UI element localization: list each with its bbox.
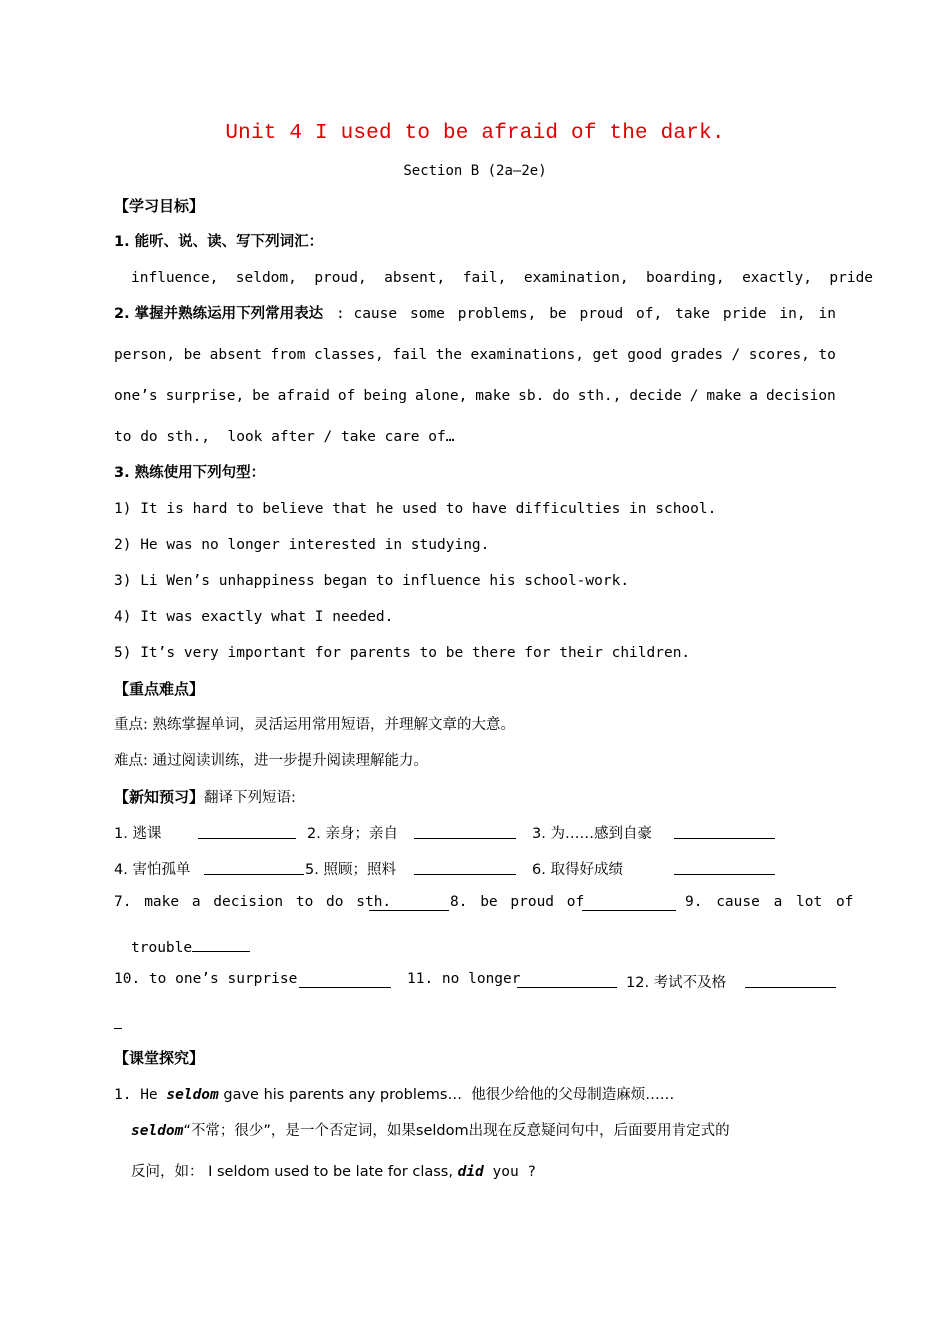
answer-blank[interactable] bbox=[414, 822, 516, 839]
expr-word: in, bbox=[779, 306, 806, 322]
expr-word: examinations, bbox=[470, 347, 584, 363]
expr-word: afraid bbox=[277, 388, 330, 404]
phrase-label: 9. cause a lot of bbox=[685, 894, 854, 910]
expr-word: make bbox=[706, 388, 742, 404]
phrase-label: 1. 逃课 bbox=[114, 826, 162, 842]
keypoints-heading: 【重点难点】 bbox=[114, 680, 205, 698]
expr-word: proud bbox=[579, 306, 624, 322]
phrase-label: 11. no longer bbox=[407, 971, 521, 987]
expr-word: take bbox=[675, 306, 711, 322]
answer-blank[interactable] bbox=[745, 971, 836, 988]
expr-word: to bbox=[818, 347, 836, 363]
expr-word: one’s bbox=[114, 388, 158, 404]
vocabulary-list: influence, seldom, proud, absent, fail, examination, boarding, exactly, pride bbox=[131, 270, 874, 286]
sentence-item: 5) It’s very important for parents to be there for their children. bbox=[114, 645, 691, 661]
phrase-label: 12. 考试不及格 bbox=[626, 975, 727, 991]
answer-blank[interactable] bbox=[582, 894, 676, 911]
objective-1-label: 1. 能听、说、读、写下列词汇： bbox=[114, 234, 324, 250]
objective-2-line-1 bbox=[114, 304, 836, 324]
answer-blank[interactable] bbox=[192, 935, 250, 952]
explore-example-suffix: you ? bbox=[483, 1164, 537, 1180]
objectives-heading: 【学习目标】 bbox=[114, 197, 205, 215]
expr-word: be bbox=[183, 347, 202, 363]
sentence-item: 4) It was exactly what I needed. bbox=[114, 609, 394, 625]
expr-word: do bbox=[552, 388, 570, 404]
phrase-label: 3. 为……感到自豪 bbox=[532, 826, 652, 842]
expr-word: being bbox=[363, 388, 407, 404]
preview-heading-line bbox=[114, 787, 296, 808]
keyword-seldom: seldom bbox=[166, 1087, 219, 1103]
expr-word: classes, bbox=[313, 347, 384, 363]
expr-word: some bbox=[409, 306, 445, 322]
preview-heading: 【新知预习】 bbox=[114, 788, 205, 806]
answer-blank-overflow[interactable] bbox=[114, 1028, 122, 1029]
expr-word: a bbox=[749, 388, 758, 404]
phrase-label: 6. 取得好成绩 bbox=[532, 862, 623, 878]
expr-word: of, bbox=[636, 306, 663, 322]
objective-2-line-4: to do sth., look after / take care of… bbox=[114, 429, 455, 445]
expr-word: alone, bbox=[414, 388, 468, 404]
answer-blank[interactable] bbox=[674, 858, 775, 875]
expr-word: scores, bbox=[748, 347, 810, 363]
expr-word: absent bbox=[209, 347, 262, 363]
difficult-point-text: 难点: 通过阅读训练，进一步提升阅读理解能力。 bbox=[114, 753, 428, 769]
explore-example-prefix: 反问，如： I seldom used to be late for class, bbox=[131, 1164, 458, 1180]
explore-item-1 bbox=[114, 1085, 674, 1105]
objective-2-line-3 bbox=[114, 386, 836, 406]
expr-word: / bbox=[731, 347, 741, 363]
page-title: Unit 4 I used to be afraid of the dark. bbox=[225, 122, 725, 145]
expr-word: be bbox=[252, 388, 270, 404]
expr-word: surprise, bbox=[165, 388, 245, 404]
phrase-label: 8. be proud of bbox=[450, 894, 585, 910]
phrase-label: 7. make a decision to do sth. bbox=[114, 894, 392, 910]
answer-blank[interactable] bbox=[517, 971, 617, 988]
expr-word: in bbox=[818, 306, 836, 322]
phrase-label: 10. to one’s surprise bbox=[114, 971, 298, 987]
explore-note-text: “不常；很少”，是一个否定词，如果seldom出现在反意疑问句中，后面要用肯定式的 bbox=[183, 1123, 730, 1139]
objective-2-line-2 bbox=[114, 345, 836, 365]
expr-word: sb. bbox=[518, 388, 545, 404]
phrase-label-continued: trouble bbox=[131, 940, 193, 956]
preview-instruction: 翻译下列短语: bbox=[204, 790, 296, 806]
answer-blank[interactable] bbox=[299, 971, 391, 988]
preview-row-4 bbox=[114, 971, 836, 993]
phrase-label: 5. 照顾；照料 bbox=[305, 862, 396, 878]
expr-word: fail bbox=[392, 347, 428, 363]
expr-word: good bbox=[627, 347, 663, 363]
expr-word: decide bbox=[629, 388, 682, 404]
explore-item-text: gave his parents any problems… 他很少给他的父母制造麻烦…… bbox=[218, 1087, 675, 1103]
answer-blank[interactable] bbox=[198, 822, 296, 839]
section-subtitle: Section B (2a—2e) bbox=[403, 163, 547, 179]
expr-word: make bbox=[475, 388, 511, 404]
preview-row-2 bbox=[114, 858, 836, 880]
preview-row-1 bbox=[114, 822, 836, 844]
expr-word: : cause bbox=[336, 306, 398, 322]
keyword-did: did bbox=[457, 1164, 484, 1180]
answer-blank[interactable] bbox=[674, 822, 775, 839]
expr-word: the bbox=[435, 347, 462, 363]
expr-word: pride bbox=[722, 306, 767, 322]
answer-blank[interactable] bbox=[204, 858, 304, 875]
expr-word: from bbox=[270, 347, 306, 363]
answer-blank[interactable] bbox=[369, 894, 449, 911]
expr-word: decision bbox=[765, 388, 836, 404]
explore-note-line-2 bbox=[131, 1162, 536, 1182]
keyword-seldom: seldom bbox=[131, 1123, 184, 1139]
expr-word: grades bbox=[670, 347, 724, 363]
explore-item-prefix: 1. He bbox=[114, 1087, 167, 1103]
sentence-item: 1) It is hard to believe that he used to have difficulties in school. bbox=[114, 501, 717, 517]
expr-word: be bbox=[549, 306, 567, 322]
expr-word: / bbox=[689, 388, 699, 404]
answer-blank[interactable] bbox=[414, 858, 516, 875]
objective-2-label: 2. 掌握并熟练运用下列常用表达 bbox=[114, 306, 324, 322]
phrase-label: 4. 害怕孤单 bbox=[114, 862, 191, 878]
explore-note-line-1 bbox=[131, 1121, 730, 1141]
objective-3-label: 3. 熟练使用下列句型： bbox=[114, 465, 266, 481]
expr-word: of bbox=[337, 388, 356, 404]
expr-word: get bbox=[592, 347, 619, 363]
phrase-label: 2. 亲身；亲自 bbox=[307, 826, 398, 842]
preview-row-3 bbox=[114, 894, 854, 916]
explore-heading: 【课堂探究】 bbox=[114, 1049, 205, 1067]
expr-word: person, bbox=[114, 347, 176, 363]
sentence-item: 3) Li Wen’s unhappiness began to influence his school-work. bbox=[114, 573, 630, 589]
key-point-text: 重点: 熟练掌握单词，灵活运用常用短语，并理解文章的大意。 bbox=[114, 717, 515, 733]
sentence-item: 2) He was no longer interested in studying. bbox=[114, 537, 490, 553]
expr-word: sth., bbox=[577, 388, 622, 404]
expr-word: problems, bbox=[457, 306, 537, 322]
preview-row-3-continued bbox=[131, 935, 250, 958]
